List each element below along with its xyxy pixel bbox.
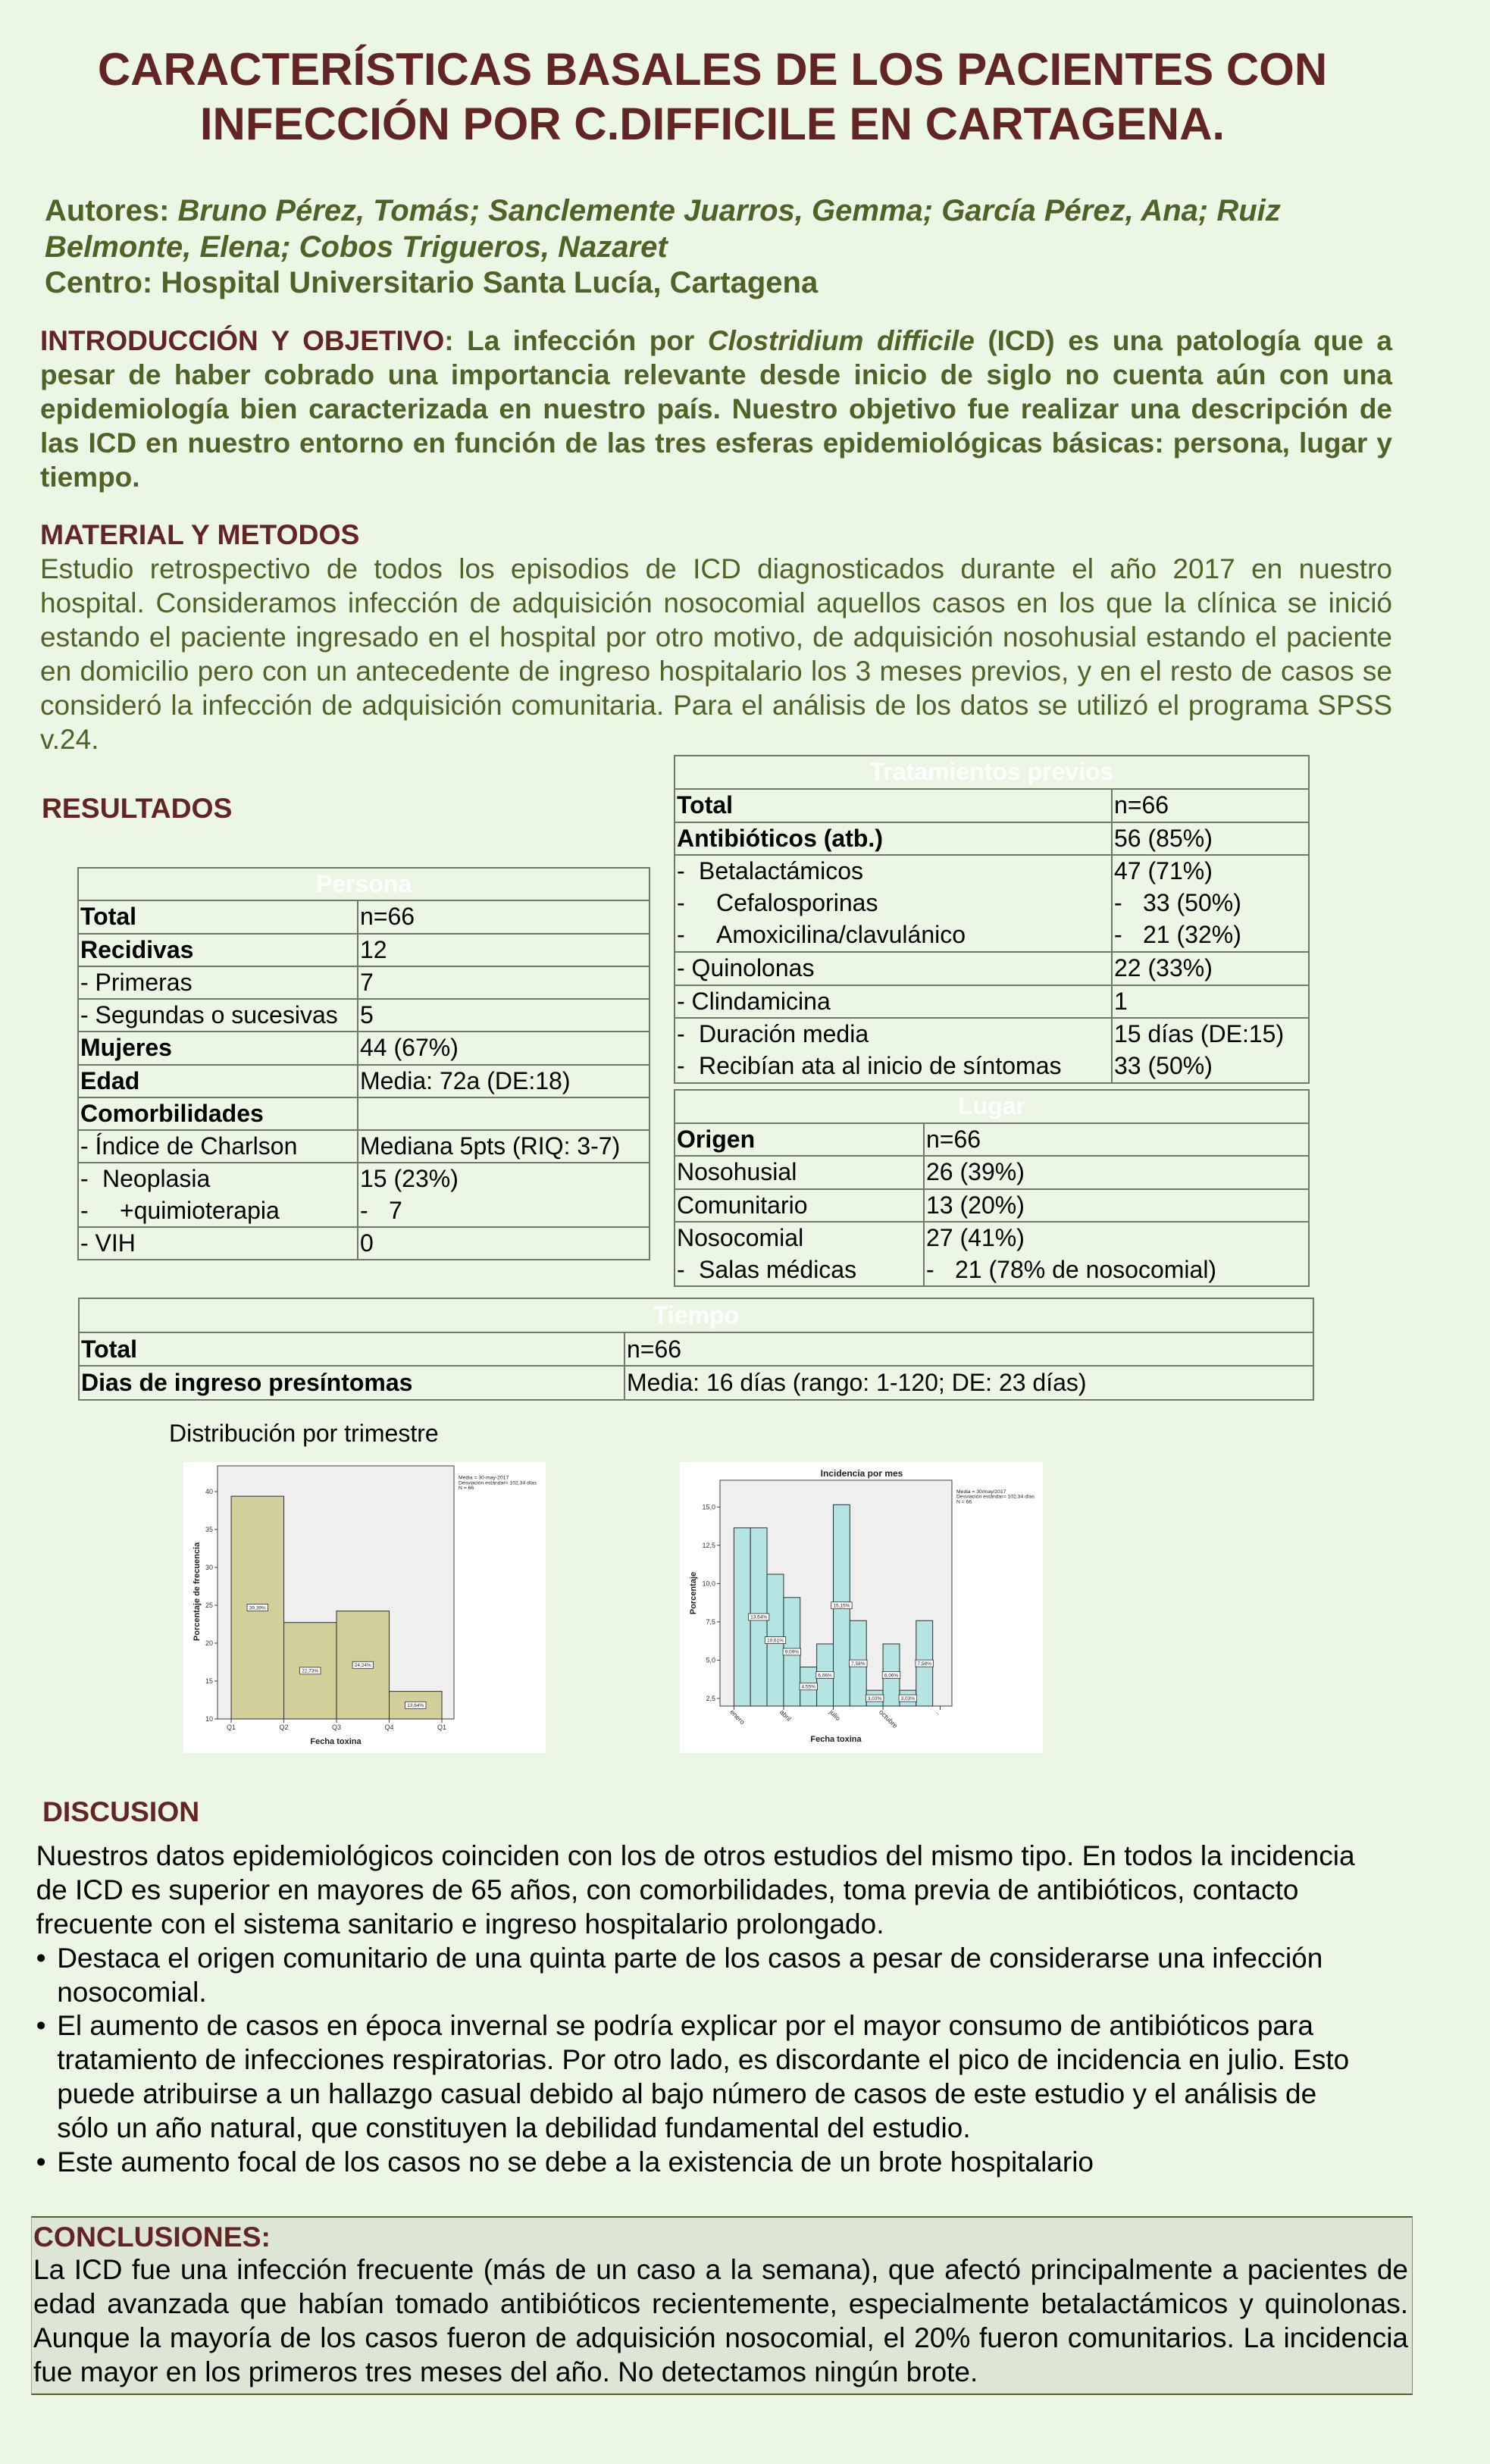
bar-data-label: 7,58% [917, 1661, 931, 1667]
cell-line [79, 1195, 357, 1226]
list-dash: - [1114, 889, 1122, 917]
conclusions-line: fue mayor en los primeros tres meses del año. No detectamos ningún brote. [33, 2356, 978, 2387]
discussion-heading: DISCUSION [42, 1796, 200, 1827]
list-item-text: 21 (32%) [1143, 920, 1241, 948]
table-title: Persona [315, 870, 412, 897]
table-row [675, 1221, 1308, 1285]
x-axis-title: Fecha toxina [310, 1737, 362, 1746]
x-tick-label: octubre [878, 1708, 900, 1730]
cell-line [925, 1254, 1308, 1286]
title-line: CARACTERÍSTICAS BASALES DE LOS PACIENTES CON [97, 44, 1328, 95]
x-tick-label: abril [778, 1708, 793, 1723]
conclusions-line: edad avanzada que habían tomado antibióticos recientemente, especialmente betalactámicos y quinolonas. [33, 2288, 1408, 2319]
cell-line: Comorbilidades [80, 1099, 264, 1127]
bar-data-label: 7,58% [851, 1661, 866, 1667]
intro-line [40, 324, 1392, 358]
table-row [79, 1064, 649, 1097]
y-tick-label: 40 [205, 1488, 213, 1495]
y-axis-title: Porcentaje [689, 1571, 698, 1615]
cell-line: Dias de ingreso presíntomas [81, 1369, 413, 1396]
row-value-cell [1113, 790, 1308, 822]
cell-line: 0 [360, 1229, 374, 1257]
methods-line: consideró la infección de adquisición comunitaria. Para el análisis de los datos se utilizó el programa SPSS [40, 690, 1392, 721]
cell-line: 15 días (DE:15) [1114, 1020, 1285, 1048]
cell-line: 56 (85%) [1114, 824, 1213, 852]
list-item-text: 33 (50%) [1143, 889, 1241, 917]
x-tick-label: Q2 [279, 1724, 289, 1731]
discussion-line: Nuestros datos epidemiológicos coinciden con los de otros estudios del mismo tipo. En todos la incidencia [36, 1840, 1355, 1871]
bar-data-label: 24,24% [354, 1663, 371, 1669]
y-tick-label: 7,5 [706, 1617, 715, 1626]
row-label-cell [80, 1367, 625, 1399]
title-line: INFECCIÓN POR C.DIFFICILE EN CARTAGENA. [199, 99, 1225, 149]
x-tick-label: Q1 [437, 1724, 447, 1731]
y-tick-label: 35 [205, 1526, 213, 1533]
table-row [675, 1188, 1308, 1222]
row-label-cell [79, 1032, 358, 1063]
cell-line: n=66 [360, 903, 415, 931]
list-dash: - [677, 1255, 685, 1283]
row-value-cell [625, 1333, 1313, 1366]
y-tick-label: 15 [205, 1677, 213, 1685]
list-dash: - [677, 1020, 685, 1048]
bar-data-label: 6,06% [884, 1673, 899, 1679]
bullet-icon [36, 1942, 46, 1976]
center-affiliation: Centro: Hospital Universitario Santa Lucía, Cartagena [45, 266, 819, 299]
cell-line: Mujeres [80, 1034, 172, 1062]
cell-line: - VIH [80, 1229, 136, 1257]
row-label-cell [675, 856, 1113, 950]
cell-line: 5 [360, 1001, 374, 1028]
table-tiempo [78, 1298, 1314, 1401]
table-row [675, 788, 1308, 822]
bar-data-label: 22,73% [302, 1668, 319, 1674]
cell-line: - Primeras [80, 968, 193, 996]
table-title: Lugar [958, 1092, 1025, 1119]
discussion-line: de ICD es superior en mayores de 65 años, con comorbilidades, toma previa de antibióticos, contacto [36, 1874, 1299, 1905]
cell-line [675, 1050, 1111, 1082]
row-label-cell [79, 1000, 358, 1031]
table-row [79, 998, 649, 1031]
row-value-cell [358, 1066, 649, 1097]
row-label-cell [675, 1190, 925, 1222]
row-value-cell [358, 967, 649, 998]
row-label-cell [675, 1019, 1113, 1082]
table-row [79, 900, 649, 932]
cell-line: Media: 16 días (rango: 1-120; DE: 23 días) [627, 1369, 1087, 1396]
cell-line: 7 [360, 968, 374, 996]
cell-line: Nosohusial [677, 1158, 797, 1185]
intro-line: pesar de haber cobrado una importancia relevante desde inicio de siglo no cuenta aún con una [40, 359, 1392, 390]
list-dash: - [80, 1165, 89, 1193]
bullet-line: Destaca el origen comunitario de una quinta parte de los casos a pesar de considerarse una infección [57, 1942, 1323, 1974]
methods-heading: MATERIAL Y METODOS [40, 518, 360, 550]
cell-line: 27 (41%) [926, 1224, 1025, 1251]
row-value-cell [1113, 953, 1308, 985]
cell-line: Comunitario [677, 1191, 808, 1219]
table-row [79, 1031, 649, 1063]
bullet-icon [36, 2146, 46, 2180]
chart-stats-line: Desviación estándar= 102,34 días [956, 1494, 1035, 1500]
bar-data-label: 13,64% [750, 1614, 768, 1620]
list-dash: - [1114, 920, 1122, 948]
intro-section [40, 324, 1392, 494]
row-value-cell [358, 935, 649, 966]
row-value-cell [1113, 823, 1308, 855]
x-tick-label: enero [728, 1708, 747, 1727]
bar-data-label: 6,06% [818, 1673, 832, 1679]
authors-line [45, 193, 1281, 230]
cell-line [675, 888, 1111, 919]
cell-line: - Clindamicina [677, 987, 831, 1015]
list-item-text: Betalactámicos [699, 857, 863, 885]
list-dash: - [677, 1052, 685, 1080]
cell-line: Total [677, 791, 734, 819]
chart-bar [734, 1528, 750, 1706]
cell-line: Antibióticos (atb.) [677, 824, 883, 852]
cell-line: - Quinolonas [677, 953, 815, 982]
bar-data-label: 9,09% [784, 1649, 800, 1655]
row-label-cell [675, 1124, 925, 1156]
table-row [675, 1155, 1308, 1188]
chart-caption: Distribución por trimestre [169, 1420, 439, 1447]
intro-heading: INTRODUCCIÓN Y OBJETIVO [40, 325, 445, 356]
results-heading: RESULTADOS [42, 792, 233, 824]
list-item-text: Neoplasia [102, 1165, 211, 1193]
row-value-cell [1113, 1019, 1308, 1082]
y-axis-title: Porcentaje de frecuencia [193, 1542, 202, 1642]
row-label-cell [79, 1098, 358, 1129]
row-label-cell [79, 1066, 358, 1097]
row-label-cell [80, 1333, 625, 1366]
bullet-item [36, 1942, 1446, 2010]
bullet-line: tratamiento de infecciones respiratorias. Por otro lado, es discordante el pico de incidencia en julio. Esto [57, 2044, 1350, 2076]
intro-line: las ICD en nuestro entorno en función de las tres esferas epidemiológicas básicas: persona, lugar y [40, 427, 1392, 459]
row-label-cell [79, 901, 358, 932]
intro-line: tiempo. [40, 462, 140, 493]
bar-data-label: 3,03% [900, 1695, 916, 1702]
cell-line: n=66 [1114, 791, 1169, 819]
chart-incidencia-mes [680, 1462, 1043, 1753]
bar-data-label: 39,39% [249, 1605, 266, 1611]
y-tick-label: 25 [205, 1601, 213, 1609]
row-label-cell [675, 986, 1113, 1018]
cell-line: n=66 [627, 1335, 682, 1363]
list-dash: - [677, 857, 685, 885]
chart-stats-line: N = 66 [956, 1499, 972, 1505]
table-row [79, 966, 649, 998]
cell-line: - Segundas o sucesivas [80, 1001, 338, 1028]
list-item-text: Amoxicilina/clavulánico [716, 920, 966, 948]
table-persona [77, 867, 650, 1260]
cell-line [1113, 919, 1308, 951]
methods-line: estando el paciente ingresado en el hospital por otro motivo, de adquisición nosohusial estando el paciente [40, 621, 1392, 653]
list-item-text: Cefalosporinas [716, 889, 878, 917]
conclusions-line: Aunque la mayoría de los casos fueron de adquisición nosocomial, el 20% fueron comunitarios. La incidencia [33, 2322, 1408, 2353]
row-value-cell [358, 1032, 649, 1063]
cell-line: Origen [677, 1125, 756, 1153]
intro-text: : La infección por [444, 325, 708, 356]
row-label-cell [79, 1131, 358, 1162]
row-value-cell [925, 1190, 1308, 1222]
row-label-cell [675, 823, 1113, 855]
bullet-line: Este aumento focal de los casos no se debe a la existencia de un brote hospitalario [57, 2146, 1094, 2178]
cell-line: Mediana 5pts (RIQ: 3-7) [360, 1132, 621, 1160]
author-names: Belmonte, Elena; Cobos Trigueros, Nazaret [45, 230, 668, 264]
list-item-text: 21 (78% de nosocomial) [955, 1255, 1217, 1283]
intro-line: epidemiología bien caracterizada en nuestro país. Nuestro objetivo fue realizar una descripción de [40, 393, 1392, 424]
cell-line [358, 1195, 649, 1226]
bar-data-label: 13,64% [407, 1703, 424, 1709]
table-row [79, 1162, 649, 1226]
y-tick-label: 5,0 [706, 1656, 715, 1664]
list-dash: - [677, 920, 685, 948]
conclusions-box [31, 2216, 1413, 2395]
table-tratamientos-previos [674, 755, 1310, 1084]
y-tick-label: 12,5 [702, 1541, 715, 1549]
cell-line: Nosocomial [677, 1224, 804, 1251]
cell-line: 26 (39%) [926, 1158, 1025, 1185]
row-value-cell [1113, 856, 1308, 950]
list-dash: - [80, 1196, 89, 1224]
y-tick-label: 30 [205, 1564, 213, 1571]
table-title: Tratamientos previos [869, 758, 1114, 785]
table-row [675, 822, 1308, 855]
cell-line: Total [81, 1335, 138, 1363]
cell-line: 1 [1114, 987, 1128, 1015]
table-row [79, 1129, 649, 1162]
row-label-cell [675, 1157, 925, 1188]
cell-line [675, 1019, 1111, 1050]
y-tick-label: 15,0 [702, 1503, 715, 1511]
table-row [80, 1365, 1313, 1399]
methods-line: hospital. Consideramos infección de adquisición nosocomial aquellos casos en los que la clínica se inició [40, 587, 1392, 618]
x-tick-label: julio [828, 1708, 842, 1723]
row-value-cell [625, 1367, 1313, 1399]
table-row [80, 1332, 1313, 1366]
intro-text: (ICD) es una patología que a [974, 325, 1393, 356]
bullet-item [36, 2009, 1446, 2146]
authors-label: Autores: [45, 194, 170, 227]
authors-block [45, 193, 1281, 302]
table-row [79, 1226, 649, 1259]
row-label-cell [79, 935, 358, 966]
chart-stats-line: Media = 30/may/2017 [956, 1489, 1006, 1495]
x-axis-title: Fecha toxina [810, 1735, 862, 1744]
y-tick-label: 2,5 [706, 1694, 715, 1702]
y-tick-label: 20 [205, 1639, 213, 1647]
row-value-cell [358, 1098, 649, 1129]
list-item-text: Duración media [699, 1020, 869, 1048]
chart-stats-line: N = 66 [459, 1486, 474, 1492]
bullet-line: nosocomial. [57, 1976, 207, 2008]
row-label-cell [675, 1223, 925, 1285]
table-row [79, 933, 649, 966]
list-item-text: Salas médicas [699, 1255, 857, 1283]
row-value-cell [925, 1124, 1308, 1156]
list-dash: - [360, 1196, 368, 1224]
poster-title [0, 42, 1425, 152]
cell-line [675, 856, 1111, 888]
cell-line [675, 919, 1111, 951]
cell-line: 44 (67%) [360, 1034, 459, 1062]
cell-line: 13 (20%) [926, 1191, 1025, 1219]
list-dash: - [926, 1255, 934, 1283]
cell-line: 15 (23%) [360, 1165, 459, 1193]
methods-line: en domicilio pero con un antecedente de ingreso hospitalario los 3 meses previos, y en el resto de casos se [40, 656, 1392, 687]
cell-line: - Índice de Charlson [80, 1132, 298, 1160]
list-item-text: Recibían ata al inicio de síntomas [699, 1052, 1062, 1080]
y-tick-label: 10,0 [702, 1580, 715, 1588]
cell-line: 33 (50%) [1114, 1052, 1213, 1080]
chart-stats-line: Desviación estándar= 102,34 días [459, 1480, 537, 1486]
discussion-body [36, 1839, 1446, 2180]
bar-data-label: 4,55% [801, 1684, 815, 1690]
table-row [675, 1122, 1308, 1156]
row-value-cell [358, 1000, 649, 1031]
table-lugar [674, 1089, 1310, 1287]
authors-line [45, 230, 1281, 266]
list-item-text: 7 [389, 1196, 402, 1224]
chart-title: Incidencia por mes [820, 1468, 903, 1479]
cell-line: Edad [80, 1066, 140, 1094]
methods-line: Estudio retrospectivo de todos los episodios de ICD diagnosticados durante el año 2017 en nuestro [40, 553, 1392, 584]
row-label-cell [79, 967, 358, 998]
bullet-line: El aumento de casos en época invernal se podría explicar por el mayor consumo de antibióticos para [57, 2010, 1313, 2042]
table-title: Tiempo [653, 1301, 740, 1329]
list-item-text: +quimioterapia [120, 1196, 280, 1224]
y-tick-label: 10 [205, 1715, 213, 1723]
row-label-cell [79, 1228, 358, 1259]
bullet-line: puede atribuirse a un hallazgo casual debido al bajo número de casos de este estudio y el análisis de [57, 2078, 1317, 2110]
conclusions-heading: CONCLUSIONES: [33, 2221, 271, 2253]
cell-line: 47 (71%) [1114, 857, 1213, 885]
cell-line: n=66 [926, 1125, 981, 1153]
bar-data-label: 10,61% [766, 1638, 784, 1644]
row-label-cell [79, 1163, 358, 1226]
methods-body [40, 552, 1392, 756]
conclusions-body [33, 2253, 1408, 2389]
row-value-cell [358, 901, 649, 932]
cell-line: Recidivas [80, 935, 194, 963]
x-tick-label: Q4 [384, 1724, 394, 1731]
bullet-item [36, 2146, 1446, 2180]
row-value-cell [358, 1131, 649, 1162]
bar-data-label: 15,15% [833, 1603, 850, 1609]
bar-data-label: 3,03% [867, 1695, 882, 1702]
methods-line: v.24. [40, 724, 99, 755]
cell-line [79, 1163, 357, 1194]
row-value-cell [358, 1228, 649, 1259]
chart-stats-line: Media = 30-may-2017 [459, 1475, 509, 1481]
row-value-cell [1113, 986, 1308, 1018]
row-value-cell [925, 1223, 1308, 1285]
row-label-cell [675, 790, 1113, 822]
author-names: Bruno Pérez, Tomás; Sanclemente Juarros, Gemma; García Pérez, Ana; Ruiz [177, 194, 1281, 227]
row-label-cell [675, 953, 1113, 985]
table-row [675, 1017, 1308, 1082]
bullet-line: sólo un año natural, que constituyen la debilidad fundamental del estudio. [57, 2112, 971, 2144]
cell-line: 12 [360, 935, 387, 963]
cell-line: 22 (33%) [1114, 953, 1213, 982]
table-row [675, 985, 1308, 1018]
intro-species-name: Clostridium difficile [707, 325, 975, 356]
x-tick-label: Q1 [227, 1724, 236, 1731]
discussion-line: frecuente con el sistema sanitario e ingreso hospitalario prolongado. [36, 1908, 884, 1940]
row-value-cell [925, 1157, 1308, 1188]
cell-line: Media: 72a (DE:18) [360, 1066, 571, 1094]
chart-distribucion-trimestre [183, 1462, 546, 1753]
cell-line [1113, 888, 1308, 919]
row-value-cell [358, 1163, 649, 1226]
conclusions-line: La ICD fue una infección frecuente (más de un caso a la semana), que afectó principalmente a pacientes de [33, 2254, 1408, 2285]
x-tick-label: .. [934, 1708, 944, 1717]
bullet-icon [36, 2009, 46, 2043]
cell-line [675, 1254, 923, 1286]
x-tick-label: Q3 [332, 1724, 342, 1731]
table-row [675, 854, 1308, 950]
table-row [79, 1097, 649, 1129]
cell-line: Total [80, 903, 137, 931]
table-row [675, 951, 1308, 985]
list-dash: - [677, 889, 685, 917]
